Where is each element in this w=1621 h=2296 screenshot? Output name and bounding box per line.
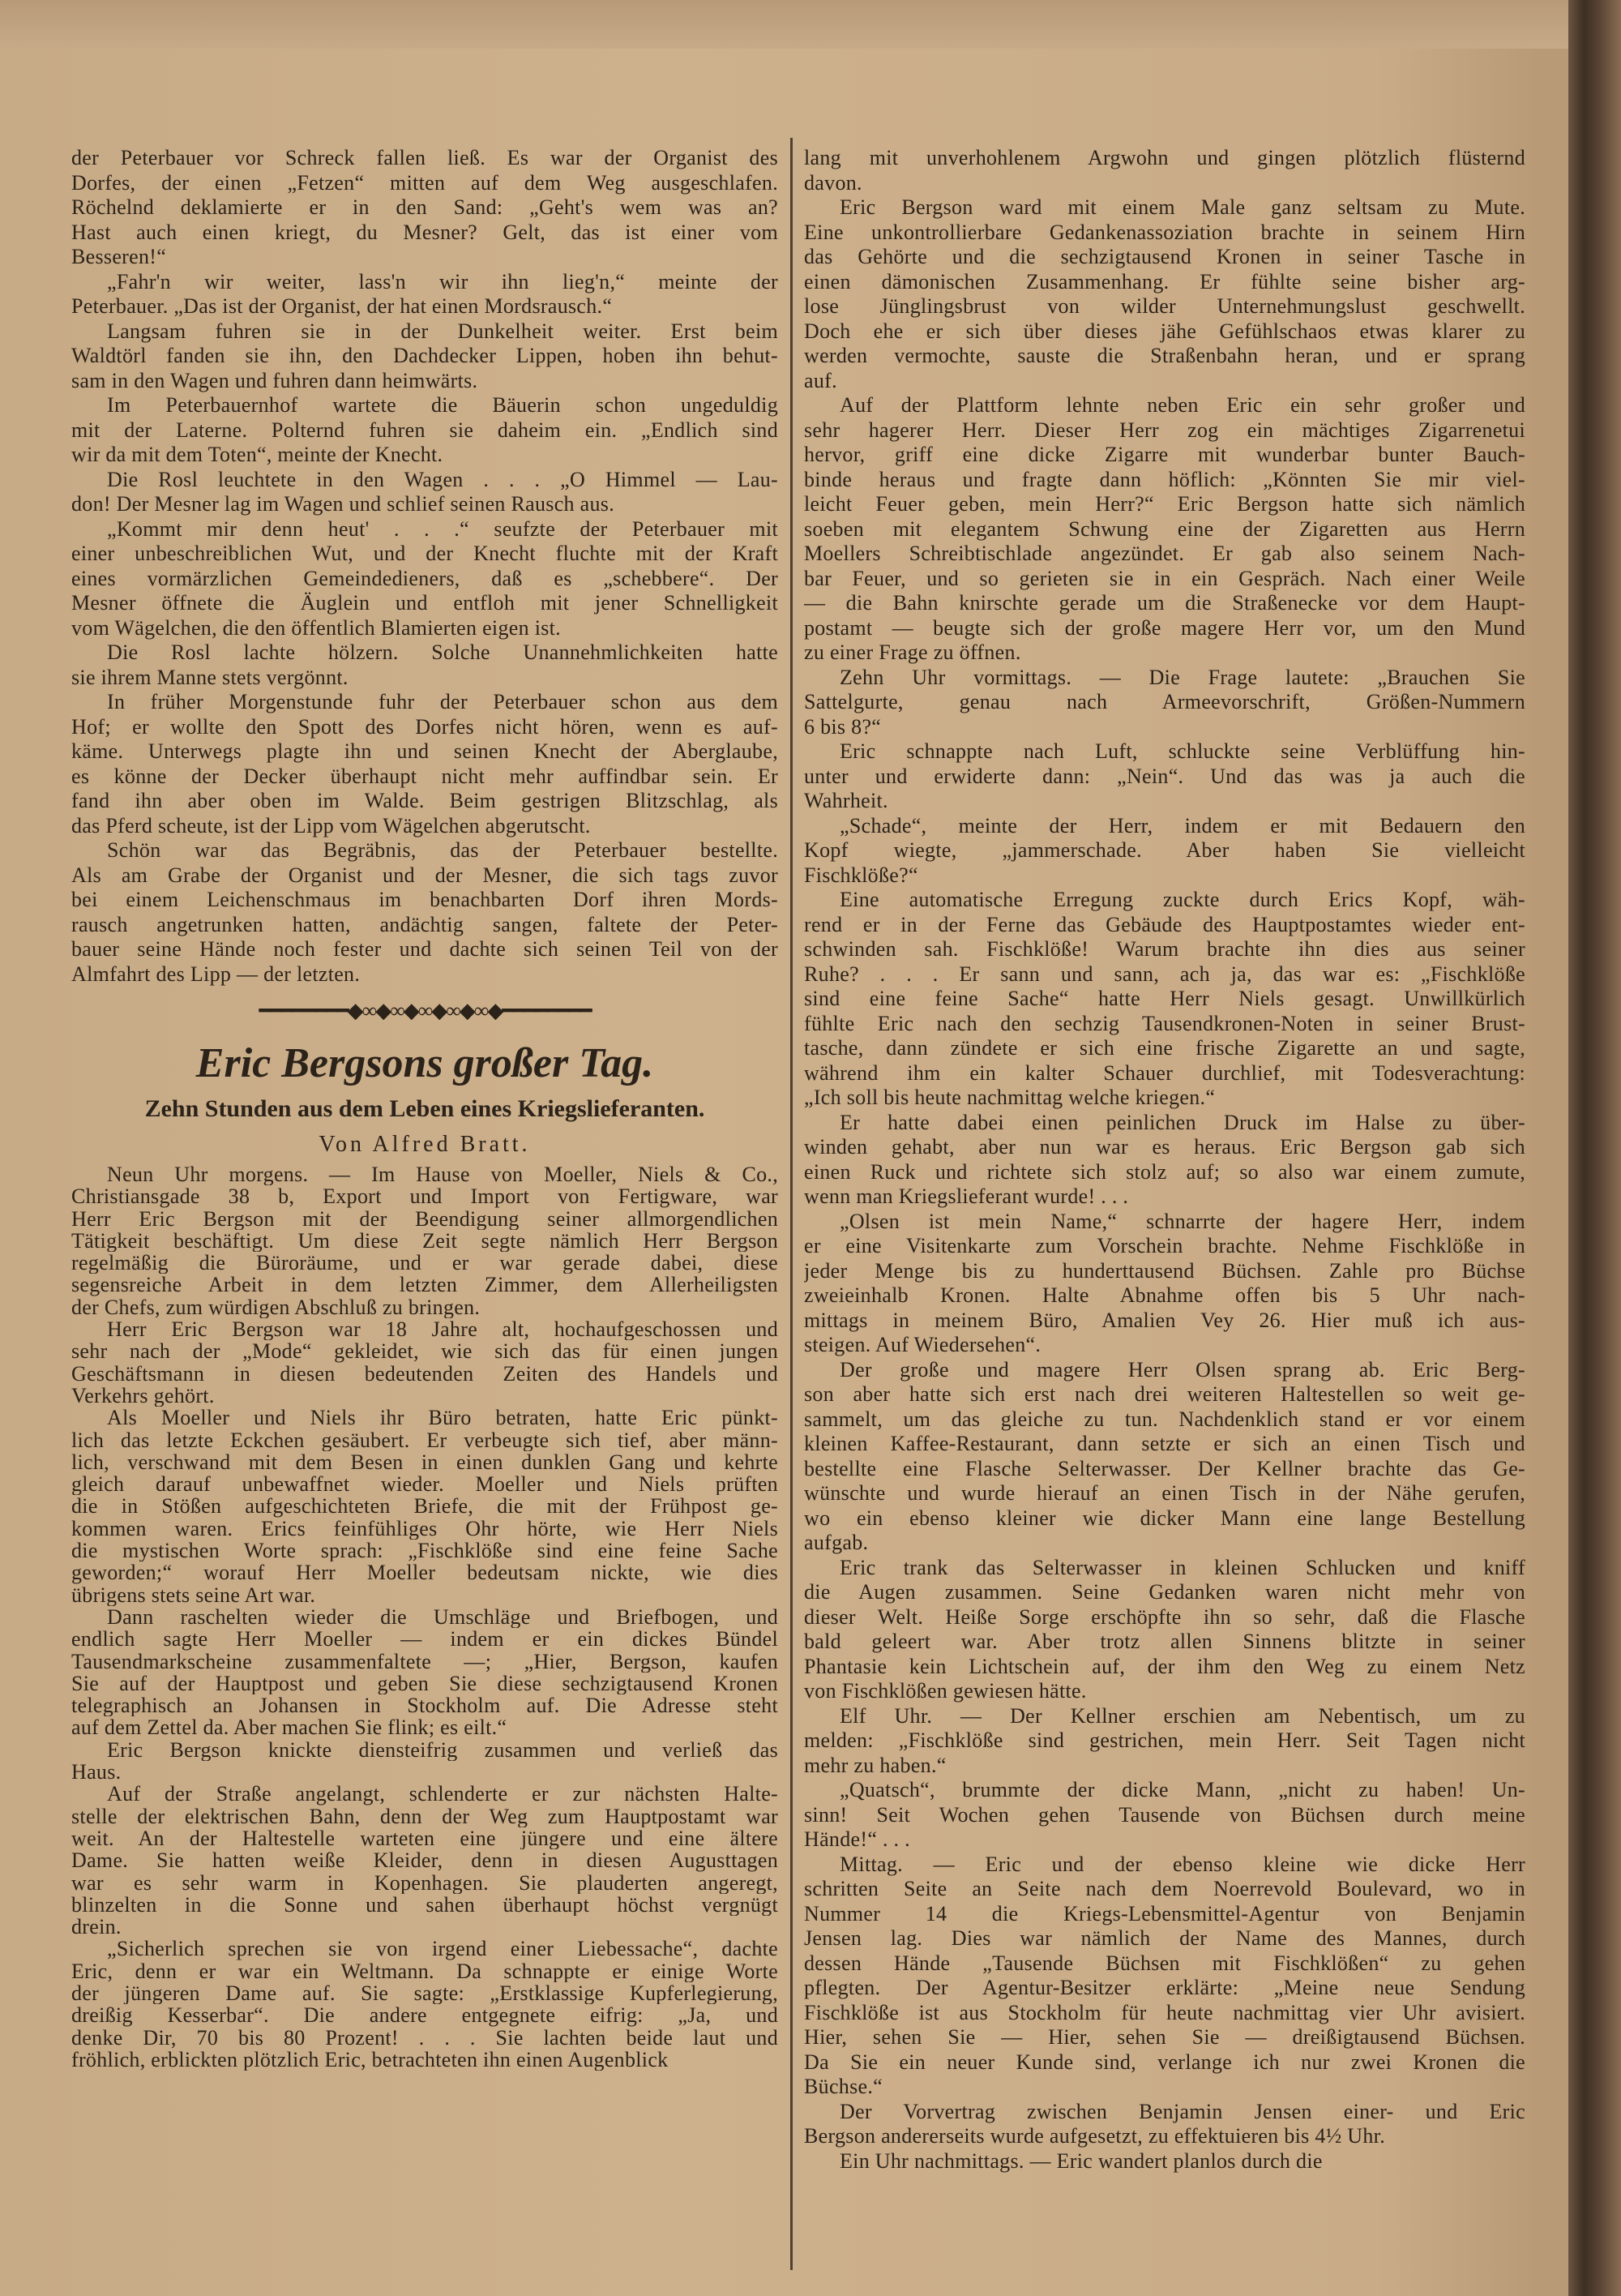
text-line: drein. <box>71 1916 122 1938</box>
text-line: Dame. Sie hatten weiße Kleider, denn in diesen Augusttagen <box>71 1849 778 1872</box>
text-line: wünschte und wurde hierauf an einen Tisch in der Nähe gerufen, <box>804 1481 1525 1505</box>
paragraph <box>71 690 778 838</box>
text-line: bauer seine Hände noch fester und dachte sich seinen Teil von der <box>71 937 778 961</box>
text-line: binde heraus und fragte dann höflich: „Könnten Sie mir viel- <box>804 467 1525 491</box>
text-line: davon. <box>804 170 862 195</box>
text-line: gleich darauf unbewaffnet wieder. Moeller und Niels prüften <box>71 1473 778 1496</box>
text-line: sinn! Seit Wochen gehen Tausende von Büchsen durch meine <box>804 1802 1525 1827</box>
text-line: bar Feuer, und so gerieten sie in ein Gespräch. Nach einer Weile <box>804 566 1525 590</box>
text-line: fand ihn aber oben im Walde. Beim gestrigen Blitzschlag, als <box>71 789 778 812</box>
text-line: pflegten. Der Agentur-Besitzer erklärte: „Meine neue Sendung <box>804 1976 1525 1999</box>
text-line: Als am Grabe der Organist und der Mesner, die sich tags zuvor <box>71 863 778 887</box>
paragraph <box>804 666 1525 740</box>
text-line: Doch ehe er sich über dieses jähe Gefühlschaos etwas klarer zu <box>804 319 1525 343</box>
text-line: auf. <box>804 368 837 392</box>
paragraph <box>804 1853 1525 2100</box>
text-line: „Fahr'n wir weiter, lass'n wir ihn lieg'n,“ meinte der <box>107 269 778 293</box>
text-line: Auf der Straße angelangt, schlenderte er zur nächsten Halte- <box>107 1783 778 1806</box>
text-line: sehr nach der „Mode“ gekleidet, wie sich das für einen jungen <box>71 1340 778 1363</box>
text-line: Eric trank das Selterwasser in kleinen Schlucken und kniff <box>840 1555 1525 1579</box>
text-line: endlich sagte Herr Moeller — indem er ein dickes Bündel <box>71 1628 778 1651</box>
text-line: Fischklöße?“ <box>804 863 918 887</box>
text-line: Da Sie ein neuer Kunde sind, verlange ich nur zwei Kronen die <box>804 2050 1525 2074</box>
paragraph <box>71 393 778 468</box>
text-line: der Peterbauer vor Schreck fallen ließ. Es war der Organist des <box>71 146 778 169</box>
text-line: soeben mit elegantem Schwung eine der Zigaretten aus Herrn <box>804 516 1525 541</box>
text-line: Bergson andererseits wurde aufgesetzt, zu effektuieren bis 4½ Uhr. <box>804 2124 1386 2148</box>
text-line: lich das letzte Eckchen gesäubert. Er verbeugte sich tief, aber männ- <box>71 1429 778 1451</box>
text-line: steigen. Auf Wiedersehen“. <box>804 1333 1041 1356</box>
text-line: blinzelten in die Sonne und sahen überhaupt höchst vergnügt <box>71 1893 778 1917</box>
text-line: Besseren!“ <box>71 245 167 268</box>
paragraph <box>71 146 778 270</box>
text-line: er eine Visitenkarte zum Vorschein brachte. Nehme Fischklöße in <box>804 1234 1525 1257</box>
text-line: Büchse.“ <box>804 2075 883 2098</box>
text-line: wenn man Kriegslieferant wurde! . . . <box>804 1184 1129 1208</box>
text-line: Dorfes, der einen „Fetzen“ mitten auf dem Weg ausgeschlafen. <box>71 170 778 195</box>
text-line: sind eine feine Sache“ hatte Herr Niels gesagt. Unwillkürlich <box>804 987 1525 1010</box>
text-line: werden vermochte, sauste die Straßenbahn heran, und er sprang <box>804 344 1525 367</box>
paragraph <box>804 739 1525 814</box>
text-line: Phantasie kein Lichtschein auf, der ihm den Weg zu einem Netz <box>804 1654 1525 1678</box>
text-line: dessen Hände „Tausende Büchsen mit Fischklößen“ zu gehen <box>804 1951 1525 1975</box>
paragraph <box>804 1704 1525 1779</box>
text-line: regelmäßig die Büroräume, und er war gerade dabei, diese <box>71 1252 778 1274</box>
text-line: Haus. <box>71 1761 122 1784</box>
text-line: Als Moeller und Niels ihr Büro betraten, hatte Eric pünkt- <box>107 1407 778 1429</box>
text-line: Hände!“ . . . <box>804 1827 910 1851</box>
text-line: Christiansgade 38 b, Export und Import von Fertigware, war <box>71 1185 778 1208</box>
text-line: Herr Eric Bergson mit der Beendigung seiner allmorgendlichen <box>71 1207 778 1230</box>
text-line: Röchelnd deklamierte er in den Sand: „Geht's wem was an? <box>71 195 778 219</box>
paragraph <box>804 2100 1525 2149</box>
text-line: Im Peterbauernhof wartete die Bäuerin schon ungeduldig <box>107 393 778 417</box>
text-line: Wahrheit. <box>804 789 888 812</box>
text-line: rausch angetrunken hatten, andächtig sangen, faltete der Peter- <box>71 912 778 936</box>
text-line: Langsam fuhren sie in der Dunkelheit weiter. Erst beim <box>107 319 778 343</box>
text-line: schwinden sah. Fischklöße! Warum brachte ihn dies aus seiner <box>804 937 1525 961</box>
text-line: Jensen lag. Dies war nämlich der Name des Mannes, durch <box>804 1926 1525 1950</box>
text-line: einen Ruck und richtete sich stolz auf; so also war einem zumute, <box>804 1159 1525 1184</box>
text-line: denke Dir, 70 bis 80 Prozent! . . . Sie lachten beide laut und <box>71 2026 778 2049</box>
text-line: aufgab. <box>804 1531 869 1554</box>
paragraph <box>804 2149 1525 2174</box>
text-line: weit. An der Haltestelle warteten eine jüngere und eine ältere <box>71 1827 778 1850</box>
paragraph <box>804 146 1525 195</box>
text-line: „Sicherlich sprechen sie von irgend einer Liebessache“, dachte <box>107 1938 778 1960</box>
text-line: Hof; er wollte den Spott des Dorfes nicht hören, wenn es auf- <box>71 714 778 739</box>
paragraph <box>804 1210 1525 1358</box>
right-column <box>804 146 1525 2174</box>
paragraph <box>804 1778 1525 1853</box>
text-line: Zehn Uhr vormittags. — Die Frage lautete: „Brauchen Sie <box>840 665 1525 689</box>
text-line: „Kommt mir denn heut' . . .“ seufzte der Peterbauer mit <box>107 516 778 541</box>
paragraph <box>804 888 1525 1111</box>
text-line: Peterbauer. „Das ist der Organist, der hat einen Mordsrausch.“ <box>71 294 613 318</box>
article-subtitle: Zehn Stunden aus dem Leben eines Kriegslieferanten. <box>144 1095 705 1122</box>
text-line: Die Rosl lachte hölzern. Solche Unannehmlichkeiten hatte <box>107 640 778 664</box>
article-author: Von Alfred Bratt. <box>319 1132 531 1157</box>
paragraph <box>71 468 778 517</box>
text-line: bei einem Leichenschmaus im benachbarten Dorf ihren Mords- <box>71 888 778 911</box>
paragraph <box>71 1163 778 1318</box>
text-line: „Schade“, meinte der Herr, indem er mit Bedauern den <box>840 813 1525 837</box>
text-line: Neun Uhr morgens. — Im Hause von Moeller, Niels & Co., <box>107 1163 778 1186</box>
text-line: segensreiche Arbeit in dem letzten Zimmer, dem Allerheiligsten <box>71 1274 778 1296</box>
article-title: Eric Bergsons großer Tag. <box>195 1040 654 1086</box>
text-line: kommen waren. Erics feinfühliges Ohr hörte, wie Herr Niels <box>71 1517 778 1540</box>
paragraph <box>804 1556 1525 1704</box>
paragraph <box>71 1739 778 1784</box>
text-line: Kopf wiegte, „jammerschade. Aber haben Sie vielleicht <box>804 838 1525 862</box>
text-line: mittags in meinem Büro, Amalien Vey 26. Hier muß ich aus- <box>804 1308 1525 1332</box>
text-line: Tausendmarkscheine zusammenfaltete —; „Hier, Bergson, kaufen <box>71 1650 778 1673</box>
text-line: son aber hatte sich erst nach drei weiteren Haltestellen so weit ge- <box>804 1382 1525 1406</box>
left-column <box>71 146 778 2071</box>
text-line: Sie auf der Hauptpost und geben Sie diese sechzigtausend Kronen <box>71 1672 778 1695</box>
paragraph <box>71 270 778 319</box>
section-divider-ornament: ━━━━━━━━◆∞◆∞◆∞◆∞◆∞◆━━━━━━━━ <box>259 999 591 1022</box>
text-line: vom Wägelchen, die den öffentlich Blamierten eigen ist. <box>71 615 561 640</box>
text-line: Mittag. — Eric und der ebenso kleine wie dicke Herr <box>840 1852 1525 1876</box>
paragraph <box>71 640 778 690</box>
text-line: bestellte eine Flasche Selterwasser. Der Kellner brachte das Ge- <box>804 1456 1525 1480</box>
text-line: Eric Bergson ward mit einem Male ganz seltsam zu Mute. <box>840 195 1525 219</box>
text-line: Der Vorvertrag zwischen Benjamin Jensen einer- und Eric <box>840 2099 1525 2123</box>
paragraph <box>804 393 1525 666</box>
text-line: lich, verschwand mit dem Besen in einen dunklen Gang und kehrte <box>71 1450 778 1474</box>
story-ending <box>71 146 778 987</box>
text-line: auf dem Zettel da. Aber machen Sie flink; es eilt.“ <box>71 1716 507 1739</box>
text-line: tasche, dann zündete er sich eine frische Zigarette an und sagte, <box>804 1036 1525 1060</box>
article-body-left <box>71 1163 778 2071</box>
text-line: einer unbeschreiblichen Wut, und der Knecht fluchte mit der Kraft <box>71 542 778 565</box>
text-line: die Augen zusammen. Seine Gedanken waren nicht mehr von <box>804 1580 1525 1604</box>
text-line: die mystischen Worte sprach: „Fischklöße sind eine feine Sache <box>71 1540 778 1562</box>
text-line: kleinen Kaffee-Restaurant, dann setzte er sich an einen Tisch und <box>804 1432 1525 1455</box>
text-line: Auf der Plattform lehnte neben Eric ein sehr großer und <box>840 393 1525 417</box>
text-line: lang mit unverhohlenem Argwohn und gingen plötzlich flüsternd <box>804 146 1525 169</box>
text-line: Fischklöße ist aus Stockholm für heute nachmittag vier Uhr avisiert. <box>804 2000 1525 2024</box>
text-line: sehr hagerer Herr. Dieser Herr zog ein mächtiges Zigarrenetui <box>804 418 1525 442</box>
paragraph <box>71 838 778 987</box>
text-line: sam in den Wagen und fuhren dann heimwärts. <box>71 368 478 392</box>
text-line: zu einer Frage zu öffnen. <box>804 640 1021 664</box>
paragraph <box>71 1606 778 1739</box>
text-line: während ihm ein kalter Schauer durchlief, mit Todesverachtung: <box>804 1060 1525 1085</box>
text-line: leicht Feuer geben, mein Herr?“ Eric Bergson hatte sich nämlich <box>804 492 1525 516</box>
text-line: geworden;“ worauf Herr Moeller bedeutsam nickte, wie dies <box>71 1561 778 1584</box>
text-line: rend er in der Ferne das Gebäude des Hauptpostamtes wieder ent- <box>804 912 1525 936</box>
page-top-margin <box>0 0 1568 49</box>
text-line: fühlte Eric nach den sechzig Tausendkronen-Noten in seiner Brust- <box>804 1011 1525 1035</box>
text-line: melden: „Fischklöße sind gestrichen, mein Herr. Seit Tagen nicht <box>804 1728 1525 1752</box>
text-line: don! Der Mesner lag im Wagen und schlief seinen Rausch aus. <box>71 492 615 516</box>
text-line: unter und erwiderte dann: „Nein“. Und das was ja auch die <box>804 764 1525 788</box>
text-line: Elf Uhr. — Der Kellner erschien am Nebentisch, um zu <box>840 1703 1525 1728</box>
text-line: Eric schnappte nach Luft, schluckte seine Verblüffung hin- <box>840 739 1525 763</box>
text-line: mit der Laterne. Polternd fuhren sie daheim ein. „Endlich sind <box>71 418 778 442</box>
paragraph <box>71 1938 778 2071</box>
text-line: jeder Menge bis zu hunderttausend Büchsen. Zahle pro Büchse <box>804 1258 1525 1283</box>
paragraph <box>804 195 1525 393</box>
adjacent-page-edge <box>1568 0 1621 2296</box>
text-line: „Olsen ist mein Name,“ schnarrte der hagere Herr, indem <box>840 1209 1525 1233</box>
text-line: winden gehabt, aber nun war es heraus. Eric Bergson gab sich <box>804 1135 1525 1159</box>
text-line: Tätigkeit beschäftigt. Um diese Zeit segte nämlich Herr Bergson <box>71 1229 778 1253</box>
paragraph <box>71 517 778 641</box>
text-line: der Chefs, zum würdigen Abschluß zu bringen. <box>71 1296 481 1319</box>
text-line: Moellers Schreibtischlade angezündet. Er gab also seinem Nach- <box>804 542 1525 565</box>
text-line: bald geleert war. Aber trotz allen Sinnens blitzte in seiner <box>804 1630 1525 1653</box>
text-line: dieser Welt. Heiße Sorge erschöpfte ihn so sehr, daß die Flasche <box>804 1604 1525 1629</box>
text-line: Nummer 14 die Kriegs-Lebensmittel-Agentur von Benjamin <box>804 1901 1525 1925</box>
text-line: Dann raschelten wieder die Umschläge und Briefbogen, und <box>107 1605 778 1629</box>
text-line: Die Rosl leuchtete in den Wagen . . . „O Himmel — Lau- <box>107 467 778 491</box>
text-line: das Pferd scheute, ist der Lipp vom Wägelchen abgerutscht. <box>71 813 591 837</box>
text-line: das Gehörte und die sechzigtausend Kronen in seiner Tasche in <box>804 245 1525 268</box>
paragraph <box>804 1358 1525 1556</box>
text-line: Der große und magere Herr Olsen sprang ab. Eric Berg- <box>840 1357 1525 1381</box>
text-line: Almfahrt des Lipp — der letzten. <box>71 962 361 986</box>
text-line: mehr zu haben.“ <box>804 1753 947 1777</box>
text-line: lose Jünglingsbrust von wilder Unternehmungslust geschwellt. <box>804 294 1525 318</box>
text-line: hervor, griff eine dicke Zigarre mit wunderbar bunter Bauch- <box>804 443 1525 466</box>
text-line: Eric Bergson knickte diensteifrig zusammen und verließ das <box>107 1738 778 1762</box>
text-line: Eine unkontrollierbare Gedankenassoziation brachte in seinem Hirn <box>804 220 1525 244</box>
paragraph <box>71 1318 778 1407</box>
text-line: übrigens stets seine Art war. <box>71 1583 316 1606</box>
text-line: eines vormärzlichen Gemeindedieners, daß es „schebbere“. Der <box>71 566 778 590</box>
text-line: von Fischklößen gewiesen hätte. <box>804 1679 1087 1703</box>
text-line: der jüngeren Dame auf. Sie sagte: „Erstklassige Kupferlegierung, <box>71 1981 778 2005</box>
text-line: Herr Eric Bergson war 18 Jahre alt, hochaufgeschossen und <box>107 1318 778 1341</box>
text-line: Waldtörl fanden sie ihn, den Dachdecker Lippen, hoben ihn behut- <box>71 344 778 367</box>
article-body-right <box>804 146 1525 2174</box>
text-line: telegraphisch an Johansen in Stockholm auf. Die Adresse steht <box>71 1694 778 1717</box>
text-line: die in Stößen aufgeschichteten Briefe, die mit der Frühpost ge- <box>71 1495 778 1518</box>
text-line: Verkehrs gehört. <box>71 1384 215 1407</box>
text-line: einen dämonischen Zusammenhang. Er fühlte seine bisher arg- <box>804 269 1525 293</box>
text-line: Hast auch einen kriegt, du Mesner? Gelt, das ist einer vom <box>71 220 778 244</box>
text-line: stelle der elektrischen Bahn, denn der Weg zum Hauptpostamt war <box>71 1805 778 1827</box>
text-line: Ruhe? . . . Er sann und sann, ach ja, das war es: „Fischklöße <box>804 962 1525 986</box>
paragraph <box>71 1407 778 1606</box>
text-line: dreißig Kesserbar“. Die andere entgegnete eifrig: „Ja, und <box>71 2004 778 2027</box>
text-line: Sattelgurte, genau nach Armeevorschrift, Größen-Nummern <box>804 690 1525 713</box>
text-line: sie ihrem Manne stets vergönnt. <box>71 665 349 689</box>
text-line: sammelt, um das gleiche zu tun. Nachdenklich stand er vor einem <box>804 1407 1525 1431</box>
paragraph <box>71 319 778 394</box>
text-line: es könne der Decker überhaupt nicht mehr auffindbar sein. Er <box>71 764 778 788</box>
text-line: Hier, sehen Sie — Hier, sehen Sie — dreißigtausend Büchsen. <box>804 2025 1525 2049</box>
text-line: postamt — beugte sich der große magere Herr vor, um den Mund <box>804 615 1525 640</box>
text-line: In früher Morgenstunde fuhr der Peterbauer schon aus dem <box>107 690 778 713</box>
paragraph <box>804 814 1525 889</box>
column-rule <box>790 138 793 2270</box>
paragraph <box>804 1111 1525 1210</box>
text-line: zweieinhalb Kronen. Halte Abnahme offen bis 5 Uhr nach- <box>804 1283 1525 1307</box>
text-line: „Quatsch“, brummte der dicke Mann, „nicht zu haben! Un- <box>840 1778 1525 1801</box>
text-line: war es sehr warm in Kopenhagen. Sie plauderten angeregt, <box>71 1871 778 1894</box>
text-line: Schön war das Begräbnis, das der Peterbauer bestellte. <box>107 838 778 862</box>
text-line: wir da mit dem Toten“, meinte der Knecht. <box>71 443 443 466</box>
text-line: käme. Unterwegs plagte ihn und seinen Knecht der Aberglaube, <box>71 739 778 763</box>
text-line: Ein Uhr nachmittags. — Eric wandert planlos durch die <box>840 2148 1323 2173</box>
text-line: — die Bahn knirschte gerade um die Straßenecke vor dem Haupt- <box>804 591 1525 615</box>
text-line: fröhlich, erblickten plötzlich Eric, betrachteten ihn einen Augenblick <box>71 2048 669 2071</box>
text-line: „Ich soll bis heute nachmittag welche kriegen.“ <box>804 1086 1216 1109</box>
text-line: Er hatte dabei einen peinlichen Druck im Halse zu über- <box>840 1110 1525 1134</box>
text-line: schritten Seite an Seite nach dem Noerrevold Boulevard, wo in <box>804 1877 1525 1900</box>
text-line: Eric, denn er war ein Weltmann. Da schnappte er einige Worte <box>71 1960 778 1982</box>
text-line: Geschäftsmann in diesen bedeutenden Zeiten des Handels und <box>71 1362 778 1385</box>
text-line: Mesner öffnete die Äuglein und entfloh mit jener Schnelligkeit <box>71 591 778 615</box>
text-line: Eine automatische Erregung zuckte durch Erics Kopf, wäh- <box>840 888 1525 911</box>
text-line: 6 bis 8?“ <box>804 714 882 739</box>
text-line: wo ein ebenso kleiner wie dicker Mann eine lange Bestellung <box>804 1506 1525 1530</box>
paragraph <box>71 1783 778 1938</box>
